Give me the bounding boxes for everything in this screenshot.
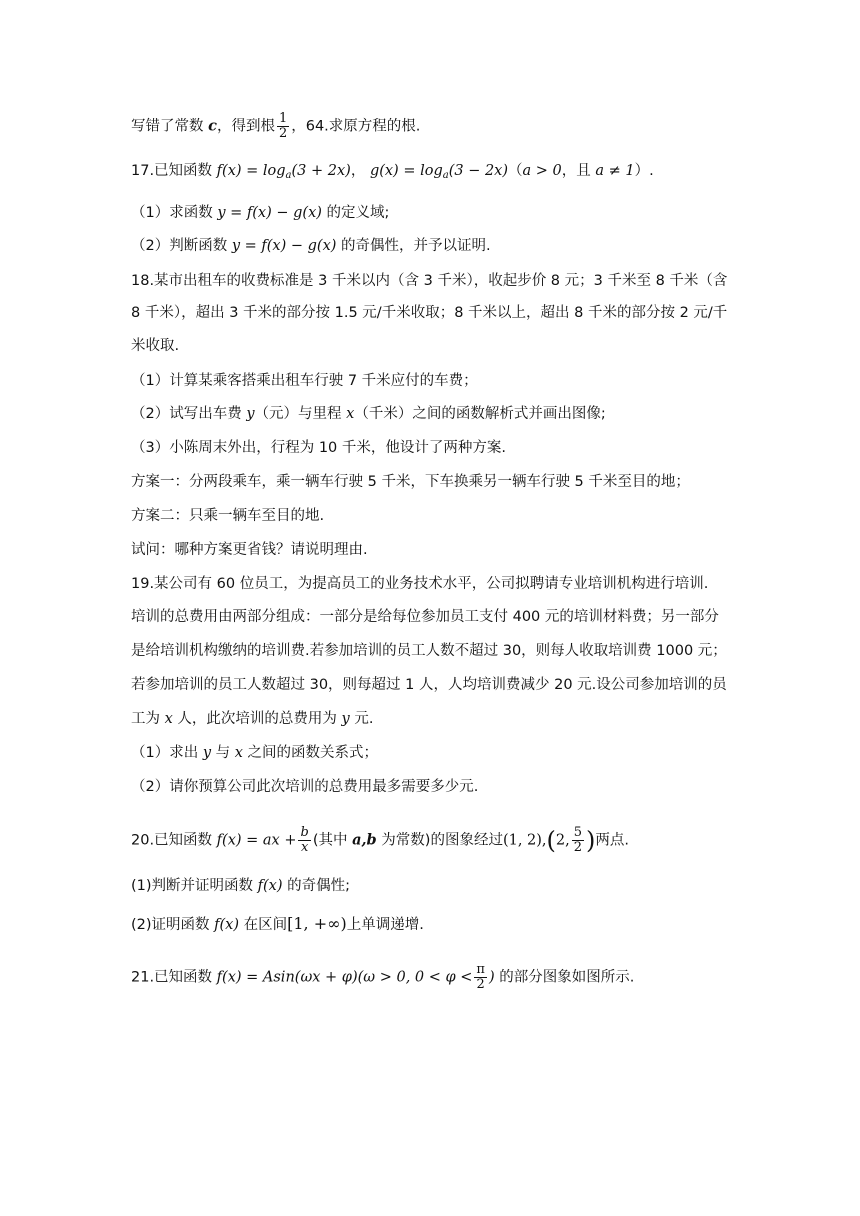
question-18-ask: 试问：哪种方案更省钱？请说明理由. [131,542,368,558]
math: ) [488,969,495,986]
math: f(x) [214,917,240,933]
fraction-five-halves [572,826,584,855]
question-17 [131,161,654,186]
text: （2）判断函数 [131,238,232,254]
math-sub: a [442,170,449,181]
numerator: b [300,825,309,840]
text: 的奇偶性，并予以证明. [336,238,491,254]
math-interval: [1, +∞) [287,914,347,933]
math-f: f(x) = Asin(ωx + φ)(ω > 0, 0 < φ < [216,969,473,986]
math-y: y [341,711,350,727]
question-18-part-2 [131,404,606,424]
numerator: 1 [278,111,288,126]
math: f(x) [257,878,283,894]
fraction-one-half [277,112,289,141]
text: ）. [634,163,654,179]
math: a > 0 [522,163,562,179]
question-18-plan-1: 方案一：分两段乘车，乘一辆车行驶 5 千米，下车换乘另一辆车行驶 5 千米至目的地； [131,474,690,490]
question-18-part-1: （1）计算某乘客搭乘出租车行驶 7 千米应付的车费； [131,373,478,389]
question-19-line-2: 培训的总费用由两部分组成：一部分是给每位参加员工支付 400 元的培训材料费；另一部分 [131,609,719,625]
math-g-arg: (3 − 2x) [448,163,509,179]
question-20-part-1 [131,876,350,896]
math-c: c [208,117,217,135]
text: （1）求函数 [131,205,218,221]
text: 上单调递增. [346,917,424,933]
math-f-arg: (3 + 2x) [291,163,351,179]
text: (1)判断并证明函数 [131,878,258,894]
text: 与 [211,745,235,761]
text: 的定义域; [321,205,390,221]
text: 为常数)的图象经过 [376,832,503,849]
text: ， [350,163,370,179]
denominator: 2 [476,977,485,992]
text: （元）与里程 [254,406,347,422]
question-17-part-2 [131,236,491,256]
text: 两点. [595,832,630,849]
denominator: x [300,840,309,855]
text: （1）求出 [131,745,203,761]
text: 工为 [131,711,165,727]
math-y: y [202,745,212,761]
question-18-line-3: 米收取. [131,338,180,354]
text: 21.已知函数 [131,969,217,986]
question-18-line-2: 8 千米），超出 3 千米的部分按 1.5 元/千米收取；8 千米以上，超出 8 千米的部分按 2 元/千 [131,305,728,321]
question-19-line-1: 19.某公司有 60 位员工，为提高员工的业务技术水平，公司拟聘请专业培训机构进行培训. [131,576,709,592]
fraction-b-over-x [298,826,310,855]
math-f: f(x) = ax + [216,832,297,849]
question-21 [131,963,634,992]
math-ab: a,b [352,831,377,849]
question-19-line-5 [131,709,373,729]
denominator: 2 [278,126,288,141]
text: 元. [349,711,374,727]
math-x: x [234,745,243,761]
math: y = f(x) − g(x) [217,205,322,221]
text: （千米）之间的函数解析式并画出图像; [354,406,606,422]
math-x: x [346,406,355,422]
math-sub: a [285,170,292,181]
text: 17.已知函数 [131,163,217,179]
text: 20.已知函数 [131,832,217,849]
numerator: 5 [573,825,583,840]
math-f: f(x) = log [216,163,286,179]
question-17-part-1 [131,203,389,223]
text: 之间的函数关系式； [242,745,379,761]
question-20-part-2 [131,914,424,935]
fraction-pi-over-2 [474,963,487,992]
math-point-1: (1, 2), [502,832,547,849]
math-point-2: 2, [555,832,570,849]
question-19-line-4: 若参加培训的员工人数超过 30，则每超过 1 人，人均培训费减少 20 元.设公司参加培训的员 [131,677,727,693]
text: 人，此次培训的总费用为 [172,711,342,727]
paren-open: ( [546,826,556,855]
question-18-line-1: 18.某市出租车的收费标准是 3 千米以内（含 3 千米），收起步价 8 元；3 千米至 8 千米（含 [131,273,728,289]
question-19-line-3: 是给培训机构缴纳的培训费.若参加培训的员工人数不超过 30，则每人收取培训费 1000 元； [131,643,727,659]
text: ，且 [561,163,596,179]
math: a ≠ 1 [595,163,635,179]
math-y: y [246,406,255,422]
question-20 [131,826,629,855]
question-19-part-2: （2）请你预算公司此次培训的总费用最多需要多少元. [131,779,479,795]
paren-close: ) [586,826,596,855]
text: （ [508,163,523,179]
text: 的奇偶性; [282,878,351,894]
question-18-part-3: （3）小陈周末外出，行程为 10 千米，他设计了两种方案. [131,440,507,456]
math-x: x [164,711,173,727]
question-19-part-1 [131,743,378,763]
text: 写错了常数 [131,118,209,135]
text: (其中 [312,832,353,849]
text: ，得到根 [216,118,275,135]
numerator: π [476,962,485,977]
text: 在区间 [239,917,288,933]
question-18-plan-2: 方案二：只乘一辆车至目的地. [131,508,325,524]
text: (2)证明函数 [131,917,215,933]
line-root-error [131,112,420,141]
text: 的部分图象如图所示. [494,969,635,986]
math-g: g(x) = log [369,163,443,179]
denominator: 2 [573,840,583,855]
math: y = f(x) − g(x) [231,238,337,254]
text: （2）试写出车费 [131,406,247,422]
text: ，64.求原方程的根. [291,118,421,135]
